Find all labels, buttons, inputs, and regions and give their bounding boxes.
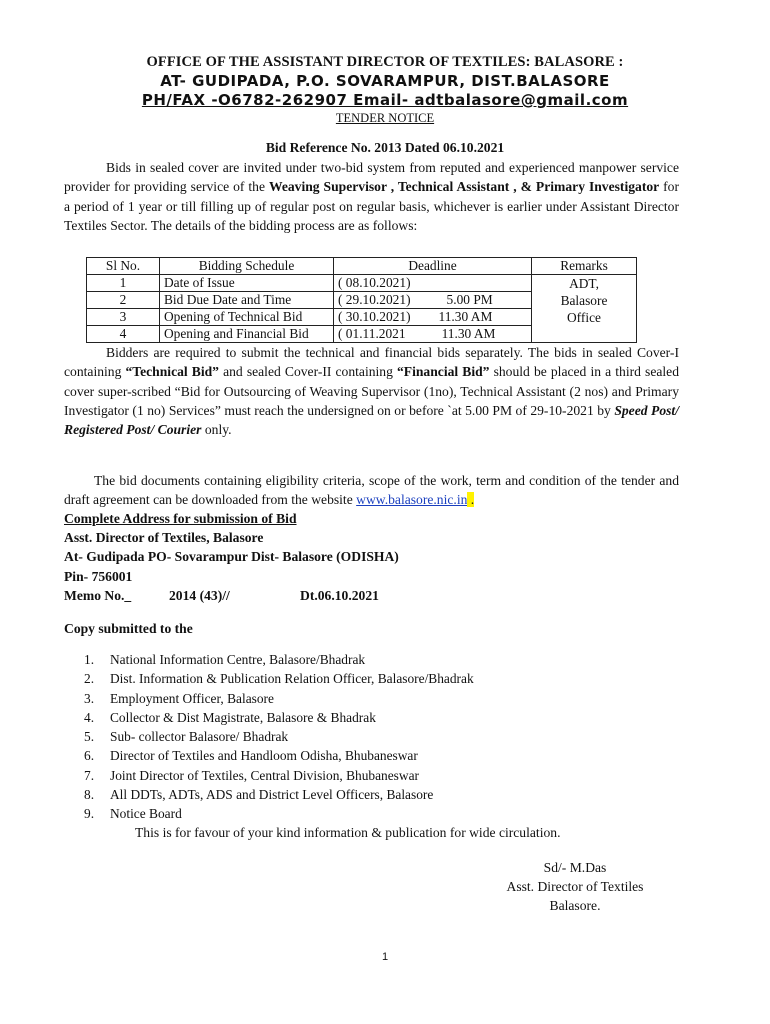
list-text: Notice Board	[110, 806, 182, 822]
list-item	[84, 669, 474, 688]
row-date: ( 30.10.2021)	[338, 309, 411, 324]
financial-bid-label: “Financial Bid”	[397, 364, 490, 380]
row-deadline	[334, 292, 532, 309]
bid-reference: Bid Reference No. 2013 Dated 06.10.2021	[265, 140, 505, 155]
header-schedule: Bidding Schedule	[160, 258, 334, 275]
row-sl: 2	[87, 292, 160, 309]
tender-notice-title: TENDER NOTICE	[335, 111, 435, 125]
address-line-1: Asst. Director of Textiles, Balasore	[64, 530, 264, 545]
row-schedule: Bid Due Date and Time	[160, 292, 334, 309]
list-text: Collector & Dist Magistrate, Balasore & Bhadrak	[110, 709, 376, 725]
copy-heading: Copy submitted to the	[64, 621, 193, 636]
list-item	[84, 650, 474, 669]
intro-posts: Weaving Supervisor , Technical Assistant , & Primary Investigator	[268, 179, 660, 195]
documents-paragraph	[64, 471, 679, 510]
office-contact: PH/FAX -O6782-262907 Email- adtbalasore@gmail.com	[141, 91, 629, 109]
row-schedule: Opening and Financial Bid	[160, 326, 334, 343]
bidders-text-1: Bidders are required to submit the technical and financial bids separately. The bids in sealed Cover-I containing	[64, 345, 679, 380]
delivery-method: Speed Post/ Registered Post/ Courier	[64, 402, 679, 438]
documents-end: .	[467, 492, 475, 508]
list-item	[84, 746, 474, 765]
list-text: Employment Officer, Balasore	[110, 690, 274, 706]
memo-date: Dt.06.10.2021	[300, 588, 379, 603]
remarks-cell	[532, 275, 637, 343]
list-item	[84, 804, 474, 823]
list-text: Director of Textiles and Handloom Odisha, Bhubaneswar	[110, 748, 418, 764]
list-text: Joint Director of Textiles, Central Division, Bhubaneswar	[110, 767, 419, 783]
copy-list	[84, 650, 474, 824]
list-item	[84, 689, 474, 708]
bidders-text-2: and sealed Cover-II containing	[218, 364, 397, 380]
list-number: 8.	[84, 787, 95, 803]
technical-bid-label: “Technical Bid”	[125, 364, 219, 380]
memo-label: Memo No._	[64, 588, 132, 603]
remarks-line: ADT,	[569, 276, 599, 291]
list-number: 9.	[84, 806, 95, 822]
bidding-schedule-table	[86, 257, 637, 343]
page-number: 1	[381, 951, 389, 963]
row-time: 5.00 PM	[446, 292, 493, 307]
remarks-line: Office	[567, 310, 601, 325]
office-address: AT- GUDIPADA, P.O. SOVARAMPUR, DIST.BALASORE	[160, 72, 610, 90]
signature-place: Balasore.	[549, 898, 601, 913]
row-sl: 1	[87, 275, 160, 292]
header-sl: Sl No.	[87, 258, 160, 275]
list-item	[84, 766, 474, 785]
memo-number: 2014 (43)//	[169, 588, 230, 603]
list-number: 6.	[84, 748, 95, 764]
row-schedule: Opening of Technical Bid	[160, 309, 334, 326]
intro-text-1: Bids in sealed cover are invited under two-bid system from reputed and experienced manpower service provider for providing service of the	[64, 160, 679, 195]
row-date: ( 01.11.2021	[338, 326, 406, 341]
row-date: ( 08.10.2021)	[338, 275, 411, 290]
documents-text: The bid documents containing eligibility criteria, scope of the work, term and condition of the tender and draft agreement can be downloaded from the website	[64, 473, 679, 508]
row-sl: 3	[87, 309, 160, 326]
table-header-row	[87, 258, 637, 275]
closing-line: This is for favour of your kind information & publication for wide circulation.	[135, 825, 561, 840]
address-heading: Complete Address for submission of Bid	[64, 511, 297, 526]
website-link[interactable]: www.balasore.nic.in	[356, 492, 468, 508]
signature-designation: Asst. Director of Textiles	[506, 879, 644, 894]
list-number: 3.	[84, 690, 95, 706]
intro-text-2: for a period of 1 year or till filling up of regular post on regular basis, whichever is earlier under Assistant Director Textiles Sector. The details of the bidding process are as follows:	[64, 179, 680, 233]
remarks-line: Balasore	[560, 293, 608, 308]
bidders-paragraph	[64, 343, 679, 439]
bidders-text-4: only.	[201, 422, 232, 438]
list-number: 7.	[84, 767, 95, 783]
list-text: Sub- collector Balasore/ Bhadrak	[110, 729, 289, 745]
list-number: 2.	[84, 671, 95, 687]
bidders-text-3: should be placed in a third sealed cover super-scribed “Bid for Outsourcing of Weaving Supervisor (1no), Technical Assistant (2 nos) and Primary Investigator (1 no) Services” must reach the undersigned on or before `at 5.00 PM of 29-10-2021 by	[64, 364, 679, 418]
list-text: All DDTs, ADTs, ADS and District Level Officers, Balasore	[110, 787, 434, 803]
list-text: Dist. Information & Publication Relation Officer, Balasore/Bhadrak	[110, 671, 474, 687]
list-item	[84, 785, 474, 804]
row-schedule: Date of Issue	[160, 275, 334, 292]
office-title: OFFICE OF THE ASSISTANT DIRECTOR OF TEXTILES: BALASORE :	[146, 54, 624, 70]
row-deadline	[334, 326, 532, 343]
row-time: 11.30 AM	[441, 326, 496, 341]
row-deadline	[334, 275, 532, 292]
row-deadline	[334, 309, 532, 326]
list-item	[84, 708, 474, 727]
row-date: ( 29.10.2021)	[338, 292, 411, 307]
header-remarks: Remarks	[532, 258, 637, 275]
list-text: National Information Centre, Balasore/Bhadrak	[110, 652, 366, 667]
row-time: 11.30 AM	[438, 309, 493, 324]
address-pin: Pin- 756001	[64, 569, 133, 584]
list-item	[84, 727, 474, 746]
row-sl: 4	[87, 326, 160, 343]
address-line-2: At- Gudipada PO- Sovarampur Dist- Balasore (ODISHA)	[64, 549, 399, 564]
table-row	[87, 275, 637, 292]
list-number: 5.	[84, 729, 95, 745]
signature-name: Sd/- M.Das	[543, 860, 607, 875]
list-number: 1.	[84, 652, 95, 667]
header-deadline: Deadline	[334, 258, 532, 275]
intro-paragraph	[64, 158, 679, 235]
list-number: 4.	[84, 709, 95, 725]
